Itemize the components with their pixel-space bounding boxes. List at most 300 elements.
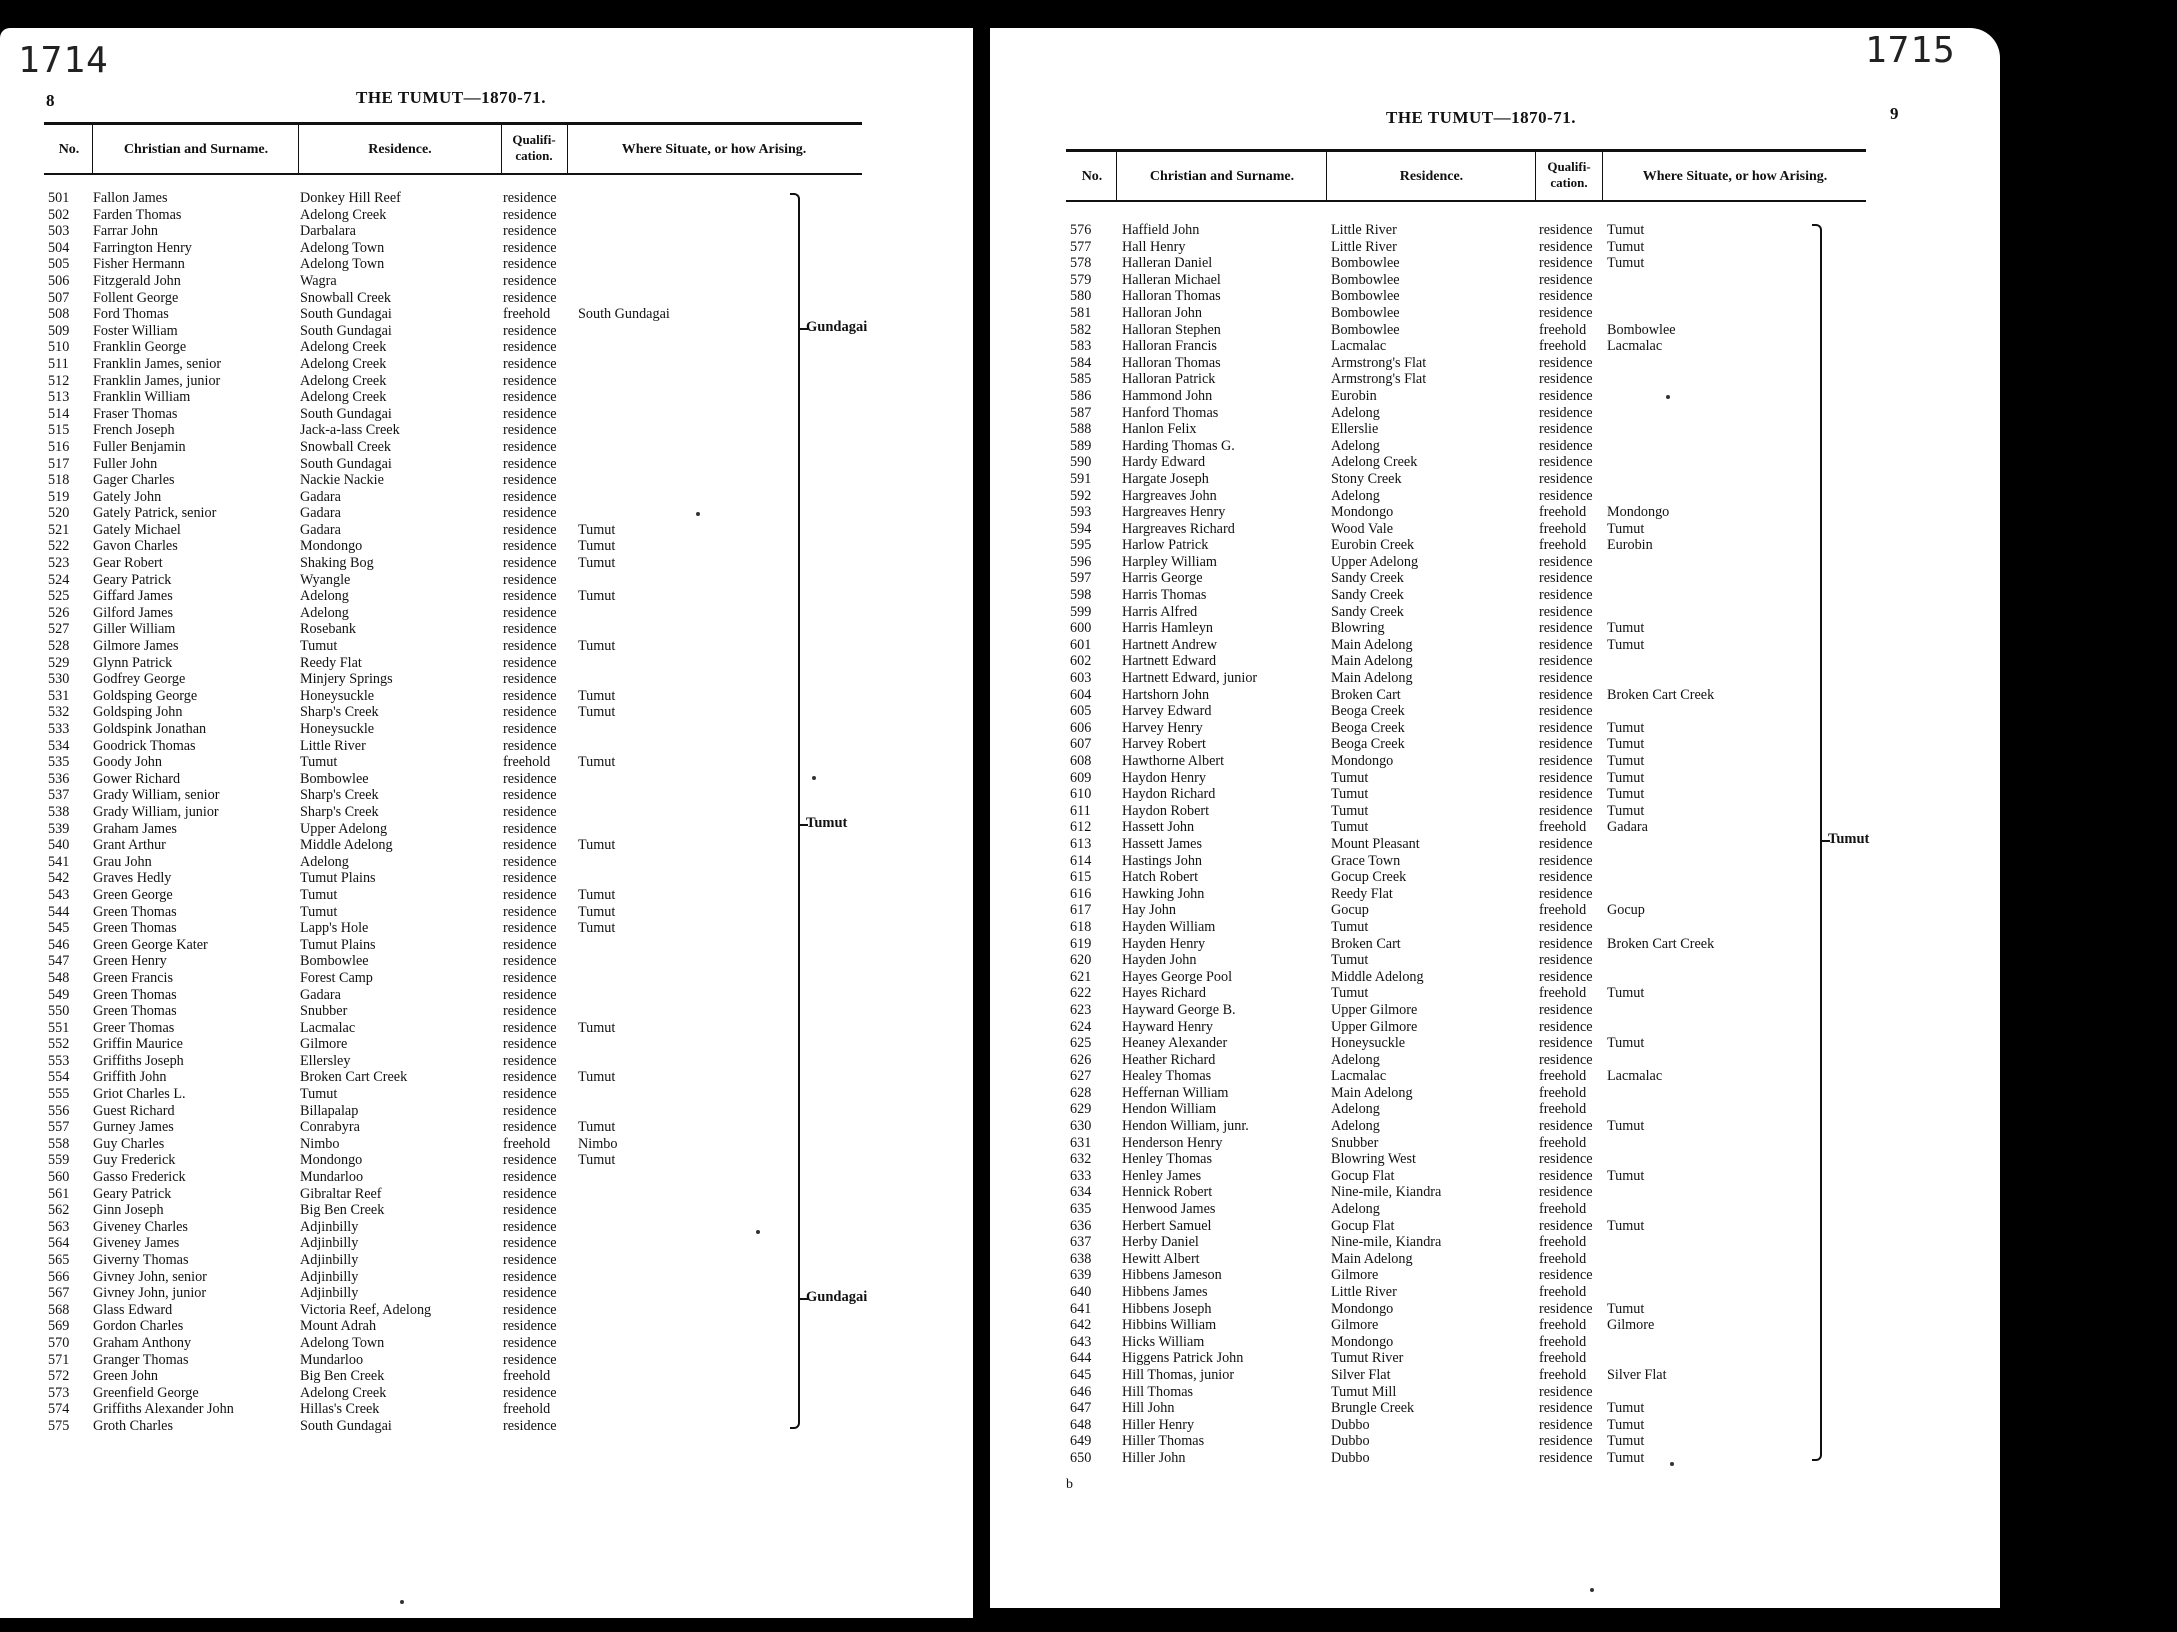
table-row — [0, 422, 800, 439]
row-number: 587 — [1070, 404, 1092, 421]
residence: Bombowlee — [1331, 288, 1400, 305]
voter-name: Griffiths Joseph — [93, 1052, 184, 1069]
qualification: freehold — [1539, 1366, 1587, 1383]
residence: Reedy Flat — [1331, 885, 1393, 902]
residence: Honeysuckle — [300, 721, 375, 737]
table-row — [0, 655, 800, 672]
table-row — [990, 554, 1810, 571]
table-row — [0, 1202, 800, 1219]
voter-name: Harding Thomas G. — [1122, 437, 1235, 454]
bracket — [790, 193, 800, 1429]
table-row — [0, 920, 800, 937]
qualification: residence — [1539, 736, 1593, 753]
residence: Tumut Mill — [1331, 1383, 1397, 1400]
qualification: residence — [503, 571, 557, 588]
voter-name: Giffard James — [93, 588, 173, 605]
qualification: residence — [1539, 222, 1593, 238]
qualification: residence — [503, 953, 557, 970]
row-number: 647 — [1070, 1400, 1092, 1417]
row-number: 506 — [48, 272, 70, 289]
residence: Tumut — [300, 886, 338, 903]
residence: Main Adelong — [1331, 1250, 1413, 1267]
qualification: freehold — [503, 1368, 551, 1385]
bracket-label: Gundagai — [806, 319, 868, 335]
table-row — [990, 687, 1810, 704]
qualification: residence — [503, 1052, 557, 1069]
row-number: 598 — [1070, 587, 1092, 604]
qualification: freehold — [1539, 1350, 1587, 1367]
qualification: residence — [1539, 1018, 1593, 1035]
voter-name: Harvey Henry — [1122, 719, 1203, 736]
voter-name: Hay John — [1122, 902, 1176, 919]
row-number: 641 — [1070, 1300, 1092, 1317]
bracket-label: Tumut — [1828, 831, 1870, 847]
row-number: 601 — [1070, 636, 1092, 653]
where-situate: Broken Cart Creek — [1607, 686, 1715, 703]
residence: Adelong — [1331, 487, 1380, 504]
where-situate: Tumut — [578, 538, 616, 555]
row-number: 518 — [48, 472, 70, 489]
qualification: residence — [503, 588, 557, 605]
where-situate: Tumut — [578, 1119, 616, 1136]
where-situate: Tumut — [1607, 719, 1645, 736]
voter-name: Gasso Frederick — [93, 1169, 186, 1186]
voter-name: Griffith John — [93, 1069, 167, 1086]
voter-name: Graves Hedly — [93, 870, 172, 887]
where-situate: Tumut — [578, 588, 616, 605]
voter-name: Hayden Henry — [1122, 935, 1206, 952]
qualification: residence — [503, 1119, 557, 1136]
qualification: freehold — [1539, 1333, 1587, 1350]
qualification: residence — [1539, 1449, 1593, 1466]
residence: Nackie Nackie — [300, 472, 384, 489]
table-row — [0, 953, 800, 970]
voter-name: Grau John — [93, 853, 152, 870]
residence: Blowring West — [1331, 1151, 1416, 1168]
table-row — [0, 1036, 800, 1053]
row-number: 606 — [1070, 719, 1092, 736]
qualification: freehold — [1539, 1101, 1587, 1118]
table-row — [0, 406, 800, 423]
row-number: 525 — [48, 588, 70, 605]
voter-name: Hibbens Jameson — [1122, 1267, 1222, 1284]
voter-name: Franklin George — [93, 339, 187, 356]
residence: Dubbo — [1331, 1416, 1370, 1433]
residence: Stony Creek — [1331, 470, 1402, 487]
voter-name: Graham Anthony — [93, 1334, 192, 1351]
table-row — [0, 671, 800, 688]
voter-name: Glass Edward — [93, 1301, 173, 1318]
qualification: residence — [1539, 703, 1593, 720]
table-row — [0, 887, 800, 904]
voter-name: Hargreaves Richard — [1122, 520, 1235, 537]
row-number: 509 — [48, 322, 70, 339]
voter-name: Green Thomas — [93, 986, 177, 1003]
row-number: 524 — [48, 571, 70, 588]
qualification: freehold — [503, 306, 551, 323]
voter-name: Halloran Patrick — [1122, 371, 1216, 388]
residence: Adelong — [1331, 1051, 1380, 1068]
residence: Sandy Creek — [1331, 570, 1404, 587]
where-situate: Tumut — [1607, 985, 1645, 1002]
qualification: residence — [1539, 1400, 1593, 1417]
table-row — [990, 952, 1810, 969]
row-number: 511 — [48, 355, 69, 372]
residence: South Gundagai — [300, 405, 392, 422]
voter-name: Hayes George Pool — [1122, 968, 1233, 985]
column-divider — [501, 124, 502, 174]
where-situate: Tumut — [1607, 620, 1645, 637]
table-row — [990, 985, 1810, 1002]
residence: Adjinbilly — [300, 1218, 359, 1235]
row-number: 549 — [48, 986, 70, 1003]
residence: Gibraltar Reef — [300, 1185, 382, 1202]
qualification: residence — [503, 770, 557, 787]
residence: Middle Adelong — [1331, 968, 1424, 985]
row-number: 636 — [1070, 1217, 1092, 1234]
voter-name: Haydon Henry — [1122, 769, 1206, 786]
qualification: residence — [503, 1384, 557, 1401]
voter-name: Gurney James — [93, 1119, 174, 1136]
voter-name: Hargreaves John — [1122, 487, 1217, 504]
where-situate: Silver Flat — [1607, 1366, 1667, 1383]
table-row — [990, 1002, 1810, 1019]
voter-name: Greer Thomas — [93, 1019, 175, 1036]
row-number: 580 — [1070, 288, 1092, 305]
row-number: 521 — [48, 521, 70, 538]
voter-name: Hayden John — [1122, 952, 1197, 969]
row-number: 576 — [1070, 222, 1092, 238]
table-row — [0, 1401, 800, 1418]
qualification: residence — [1539, 952, 1593, 969]
qualification: residence — [503, 787, 557, 804]
voter-name: Hayward Henry — [1122, 1018, 1213, 1035]
residence: Upper Adelong — [1331, 553, 1419, 570]
table-row — [0, 721, 800, 738]
voter-name: Fuller John — [93, 455, 158, 472]
residence: Snowball Creek — [300, 289, 392, 306]
qualification: residence — [1539, 238, 1593, 255]
voter-name: Green George Kater — [93, 936, 208, 953]
table-row — [0, 837, 800, 854]
header-name: Christian and Surname. — [1149, 169, 1295, 184]
row-number: 514 — [48, 405, 70, 422]
voter-name: Hibbens James — [1122, 1284, 1208, 1300]
where-situate: Tumut — [578, 886, 616, 903]
qualification: residence — [503, 737, 557, 754]
voter-name: Griffiths Alexander John — [93, 1401, 234, 1418]
row-number: 555 — [48, 1086, 70, 1103]
page-title: THE TUMUT—1870-71. — [356, 88, 547, 107]
row-number: 630 — [1070, 1118, 1092, 1135]
qualification: residence — [503, 820, 557, 837]
row-number: 609 — [1070, 769, 1092, 786]
voter-name: Henley Thomas — [1122, 1151, 1212, 1168]
row-number: 624 — [1070, 1018, 1092, 1035]
table-row — [990, 454, 1810, 471]
residence: Mundarloo — [300, 1169, 364, 1186]
table-row — [990, 720, 1810, 737]
residence: Armstrong's Flat — [1331, 354, 1427, 371]
voter-name: Gately Michael — [93, 521, 181, 538]
row-number: 632 — [1070, 1151, 1092, 1168]
qualification: residence — [503, 638, 557, 655]
voter-name: Hill John — [1122, 1400, 1175, 1417]
residence: Mondongo — [1331, 504, 1394, 521]
qualification: residence — [503, 1152, 557, 1169]
qualification: residence — [1539, 869, 1593, 886]
table-row — [990, 371, 1810, 388]
qualification: residence — [503, 1301, 557, 1318]
row-number: 522 — [48, 538, 70, 555]
residence: Bombowlee — [1331, 304, 1400, 321]
where-situate: Tumut — [578, 903, 616, 920]
residence: Adelong — [1331, 437, 1380, 454]
residence: Minjery Springs — [300, 671, 393, 688]
where-situate: Tumut — [578, 704, 616, 721]
residence: Adelong — [1331, 1118, 1380, 1135]
residence: Gocup — [1331, 902, 1369, 919]
voter-name: Gager Charles — [93, 472, 175, 489]
where-situate: Tumut — [578, 1069, 616, 1086]
qualification: freehold — [503, 1401, 551, 1418]
table-row — [990, 736, 1810, 753]
qualification: residence — [1539, 404, 1593, 421]
voter-name: Hargreaves Henry — [1122, 504, 1226, 521]
qualification: freehold — [1539, 819, 1587, 836]
row-number: 528 — [48, 638, 70, 655]
row-number: 556 — [48, 1102, 70, 1119]
voter-name: Henwood James — [1122, 1201, 1216, 1218]
table-row — [990, 902, 1810, 919]
table-row — [990, 637, 1810, 654]
qualification: residence — [1539, 1184, 1593, 1201]
table-row — [0, 987, 800, 1004]
row-number: 616 — [1070, 885, 1092, 902]
residence: Adjinbilly — [300, 1235, 359, 1252]
voter-name: Henderson Henry — [1122, 1134, 1223, 1151]
residence: Adelong — [1331, 1201, 1380, 1218]
voter-name: Halloran Francis — [1122, 338, 1217, 355]
voter-name: Healey Thomas — [1122, 1068, 1212, 1085]
table-row — [0, 323, 800, 340]
residence: Gilmore — [300, 1036, 348, 1053]
residence: Victoria Reef, Adelong — [300, 1301, 432, 1318]
voter-name: Hendon William, junr. — [1122, 1118, 1249, 1135]
table-row — [990, 1052, 1810, 1069]
row-number: 589 — [1070, 437, 1092, 454]
voter-name: Green Francis — [93, 969, 173, 986]
qualification: residence — [503, 853, 557, 870]
table-row — [0, 588, 800, 605]
residence: Beoga Creek — [1331, 719, 1405, 736]
qualification: residence — [503, 1351, 557, 1368]
voter-name: Franklin James, senior — [93, 355, 222, 372]
qualification: residence — [1539, 354, 1593, 371]
header-bottom-rule — [44, 173, 862, 175]
table-row — [0, 1418, 800, 1435]
qualification: residence — [503, 1086, 557, 1103]
residence: Mount Adrah — [300, 1318, 377, 1335]
row-number: 600 — [1070, 620, 1092, 637]
row-number: 615 — [1070, 869, 1092, 886]
row-number: 626 — [1070, 1051, 1092, 1068]
qualification: residence — [503, 721, 557, 737]
qualification: freehold — [1539, 902, 1587, 919]
row-number: 507 — [48, 289, 70, 306]
qualification: residence — [1539, 437, 1593, 454]
voter-name: Geary Patrick — [93, 571, 172, 588]
voter-name: Greenfield George — [93, 1384, 199, 1401]
voter-name: Harlow Patrick — [1122, 537, 1209, 554]
where-situate: Gadara — [1607, 819, 1648, 836]
residence: Gocup Flat — [1331, 1167, 1395, 1184]
voter-name: Hall Henry — [1122, 238, 1186, 255]
voter-name: Hassett James — [1122, 835, 1202, 852]
voter-name: Glynn Patrick — [93, 654, 173, 671]
residence: Tumut — [1331, 918, 1369, 935]
row-number: 504 — [48, 239, 70, 256]
residence: Upper Gilmore — [1331, 1001, 1418, 1018]
residence: Adelong — [1331, 1101, 1380, 1118]
table-row — [0, 306, 800, 323]
row-number: 541 — [48, 853, 70, 870]
table-row — [990, 1317, 1810, 1334]
table-row — [0, 223, 800, 240]
qualification: residence — [503, 886, 557, 903]
table-row — [990, 1234, 1810, 1251]
voter-name: Harris Hamleyn — [1122, 620, 1214, 637]
table-row — [990, 1433, 1810, 1450]
voter-name: Halloran John — [1122, 304, 1202, 321]
voter-name: Grant Arthur — [93, 837, 166, 854]
residence: Lapp's Hole — [300, 920, 369, 937]
bracket — [1812, 224, 1822, 1461]
bracket-label: Gundagai — [806, 1289, 868, 1305]
row-number: 571 — [48, 1351, 70, 1368]
qualification: residence — [503, 438, 557, 455]
voter-name: Hawthorne Albert — [1122, 753, 1225, 769]
where-situate: Tumut — [578, 687, 616, 704]
row-number: 629 — [1070, 1101, 1092, 1118]
voter-name: Green Thomas — [93, 920, 177, 937]
row-number: 557 — [48, 1119, 70, 1136]
where-situate: Tumut — [1607, 769, 1645, 786]
qualification: residence — [503, 1252, 557, 1268]
residence: Wyangle — [300, 571, 351, 588]
table-row — [0, 787, 800, 804]
residence: Ellerslie — [1331, 421, 1379, 438]
table-row — [990, 620, 1810, 637]
residence: Wagra — [300, 272, 337, 289]
voter-name: Farrington Henry — [93, 239, 192, 256]
table-row — [990, 1135, 1810, 1152]
voter-name: Haffield John — [1122, 222, 1200, 238]
table-row — [990, 587, 1810, 604]
residence: Adelong — [1331, 404, 1380, 421]
qualification: residence — [503, 322, 557, 339]
table-row — [0, 754, 800, 771]
table-row — [990, 537, 1810, 554]
qualification: residence — [1539, 670, 1593, 687]
table-row — [990, 1284, 1810, 1301]
row-number: 534 — [48, 737, 70, 754]
voter-name: Follent George — [93, 289, 179, 306]
voter-name: Heffernan William — [1122, 1084, 1229, 1101]
table-row — [0, 389, 800, 406]
voter-name: Halloran Thomas — [1122, 354, 1221, 371]
table-row — [0, 256, 800, 273]
residence: Gadara — [300, 521, 341, 538]
row-number: 527 — [48, 621, 70, 638]
voter-name: Herbert Samuel — [1122, 1217, 1212, 1234]
table-row — [0, 290, 800, 307]
qualification: residence — [1539, 371, 1593, 388]
row-number: 604 — [1070, 686, 1092, 703]
qualification: residence — [503, 986, 557, 1003]
qualification: freehold — [1539, 537, 1587, 554]
where-situate: Eurobin — [1607, 537, 1653, 554]
speck — [696, 512, 700, 516]
qualification: residence — [1539, 487, 1593, 504]
voter-name: Higgens Patrick John — [1122, 1350, 1244, 1367]
table-row — [990, 803, 1810, 820]
voter-name: Harris Alfred — [1122, 603, 1198, 620]
row-number: 559 — [48, 1152, 70, 1169]
table-row — [990, 853, 1810, 870]
row-number: 501 — [48, 190, 70, 206]
qualification: residence — [1539, 620, 1593, 637]
voter-name: French Joseph — [93, 422, 175, 439]
row-number: 585 — [1070, 371, 1092, 388]
qualification: residence — [503, 190, 557, 206]
residence: Tumut — [1331, 786, 1369, 803]
table-row — [0, 572, 800, 589]
row-number: 566 — [48, 1268, 70, 1285]
row-number: 623 — [1070, 1001, 1092, 1018]
qualification: residence — [503, 339, 557, 356]
voter-name: Haydon Robert — [1122, 802, 1210, 819]
column-divider — [567, 124, 568, 174]
table-row — [990, 1168, 1810, 1185]
table-row — [990, 388, 1810, 405]
residence: South Gundagai — [300, 455, 392, 472]
qualification: freehold — [503, 754, 551, 771]
row-number: 535 — [48, 754, 70, 771]
row-number: 637 — [1070, 1234, 1092, 1251]
voter-name: Givney John, junior — [93, 1285, 207, 1302]
voter-name: Heaney Alexander — [1122, 1035, 1228, 1052]
residence: Adelong Creek — [300, 372, 387, 389]
voter-name: Ginn Joseph — [93, 1202, 164, 1219]
row-number: 612 — [1070, 819, 1092, 836]
header-name: Christian and Surname. — [123, 142, 269, 157]
qualification: residence — [1539, 387, 1593, 404]
folio-number: 1714 — [18, 40, 109, 81]
qualification: residence — [503, 969, 557, 986]
qualification: residence — [503, 256, 557, 273]
residence: Gilmore — [1331, 1267, 1379, 1284]
table-row — [990, 886, 1810, 903]
row-number: 581 — [1070, 304, 1092, 321]
voter-name: Hatch Robert — [1122, 869, 1199, 886]
row-number: 644 — [1070, 1350, 1092, 1367]
row-number: 569 — [48, 1318, 70, 1335]
header-qualification: Qualifi- cation. — [1547, 159, 1591, 190]
table-row — [990, 1218, 1810, 1235]
voter-name: Franklin James, junior — [93, 372, 221, 389]
row-number: 513 — [48, 389, 70, 406]
